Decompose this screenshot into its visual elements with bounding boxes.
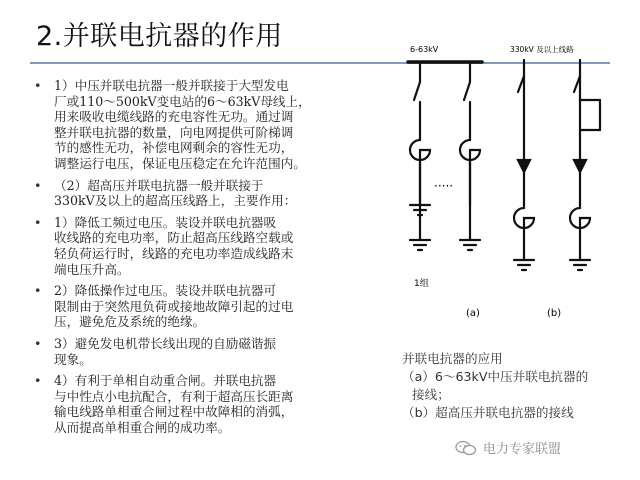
figure-a-label: (a): [466, 308, 480, 319]
switch-blade: [464, 82, 470, 100]
caption-line: （b）超高压并联电抗器的接线: [402, 405, 574, 420]
ground-symbol: [460, 240, 480, 250]
caption-line: 并联电抗器的应用: [402, 351, 503, 366]
wechat-icon: [455, 440, 477, 456]
label-a-top: 6-63kV: [410, 45, 439, 54]
caption-line: 接线；: [412, 387, 450, 402]
bullet-item: • 2）降低操作过电压。装设并联电抗器可 限制由于突然甩负荷或接地故障引起的过电 压，避免危及系统的绝缘。: [28, 283, 388, 330]
bullet-item: • 4）有利于单相自动重合闸。并联电抗器 与中性点小电抗配合，有利于超高压长距离 输电线路单相重合闸过程中故障相的消弧， 从而提高单相重合闸的成功率。: [28, 373, 388, 435]
bullet-item: • （2）超高压并联电抗器一般并联接于 330kV及以上的超高压线路上，主要作用：: [28, 178, 388, 209]
circuit-diagram-svg: [400, 40, 610, 335]
figure-caption: [402, 350, 638, 422]
bullet-item: • 3）避免发电机带长线出现的自励磁谐振 现象。: [28, 336, 388, 367]
watermark-text: 电力专家联盟: [483, 442, 562, 457]
reactor-coil: [514, 208, 534, 260]
dots-label: ·····: [434, 179, 454, 193]
switch-blade: [414, 82, 420, 100]
page-title: 2.并联电抗器的作用: [36, 21, 283, 52]
watermark: [455, 438, 561, 457]
arrester-symbol: [518, 160, 530, 172]
bullet-item: • 1）中压并联电抗器一般并联接于大型发电 厂或110～500kV变电站的6～63kV母线上， 用来吸收电缆线路的充电容性无功。通过调 整并联电抗器的数量，向电网提供可阶梯调 节的感性无功，补偿电网剩余的容性无功， 调整运行电压，保证电压稳定在允许范围内。: [28, 78, 388, 172]
bullet-item: • 1）降低工频过电压。装设并联电抗器吸 收线路的充电功率，防止超高压线路空载或 轻负荷运行时，线路的充电功率造成线路末 端电压升高。: [28, 215, 388, 277]
ground-symbol: [570, 260, 590, 270]
caption-line: （a）6～63kV中压并联电抗器的: [402, 369, 589, 384]
group-label: 1组: [414, 279, 429, 289]
reactor-wiring-diagram: [400, 40, 610, 335]
label-b-top: 330kV 及以上线路: [510, 45, 574, 54]
bullet-list: [28, 78, 388, 441]
figure-b-label: (b): [547, 308, 562, 319]
reactor-coil: [570, 208, 590, 260]
ground-symbol: [514, 260, 534, 270]
